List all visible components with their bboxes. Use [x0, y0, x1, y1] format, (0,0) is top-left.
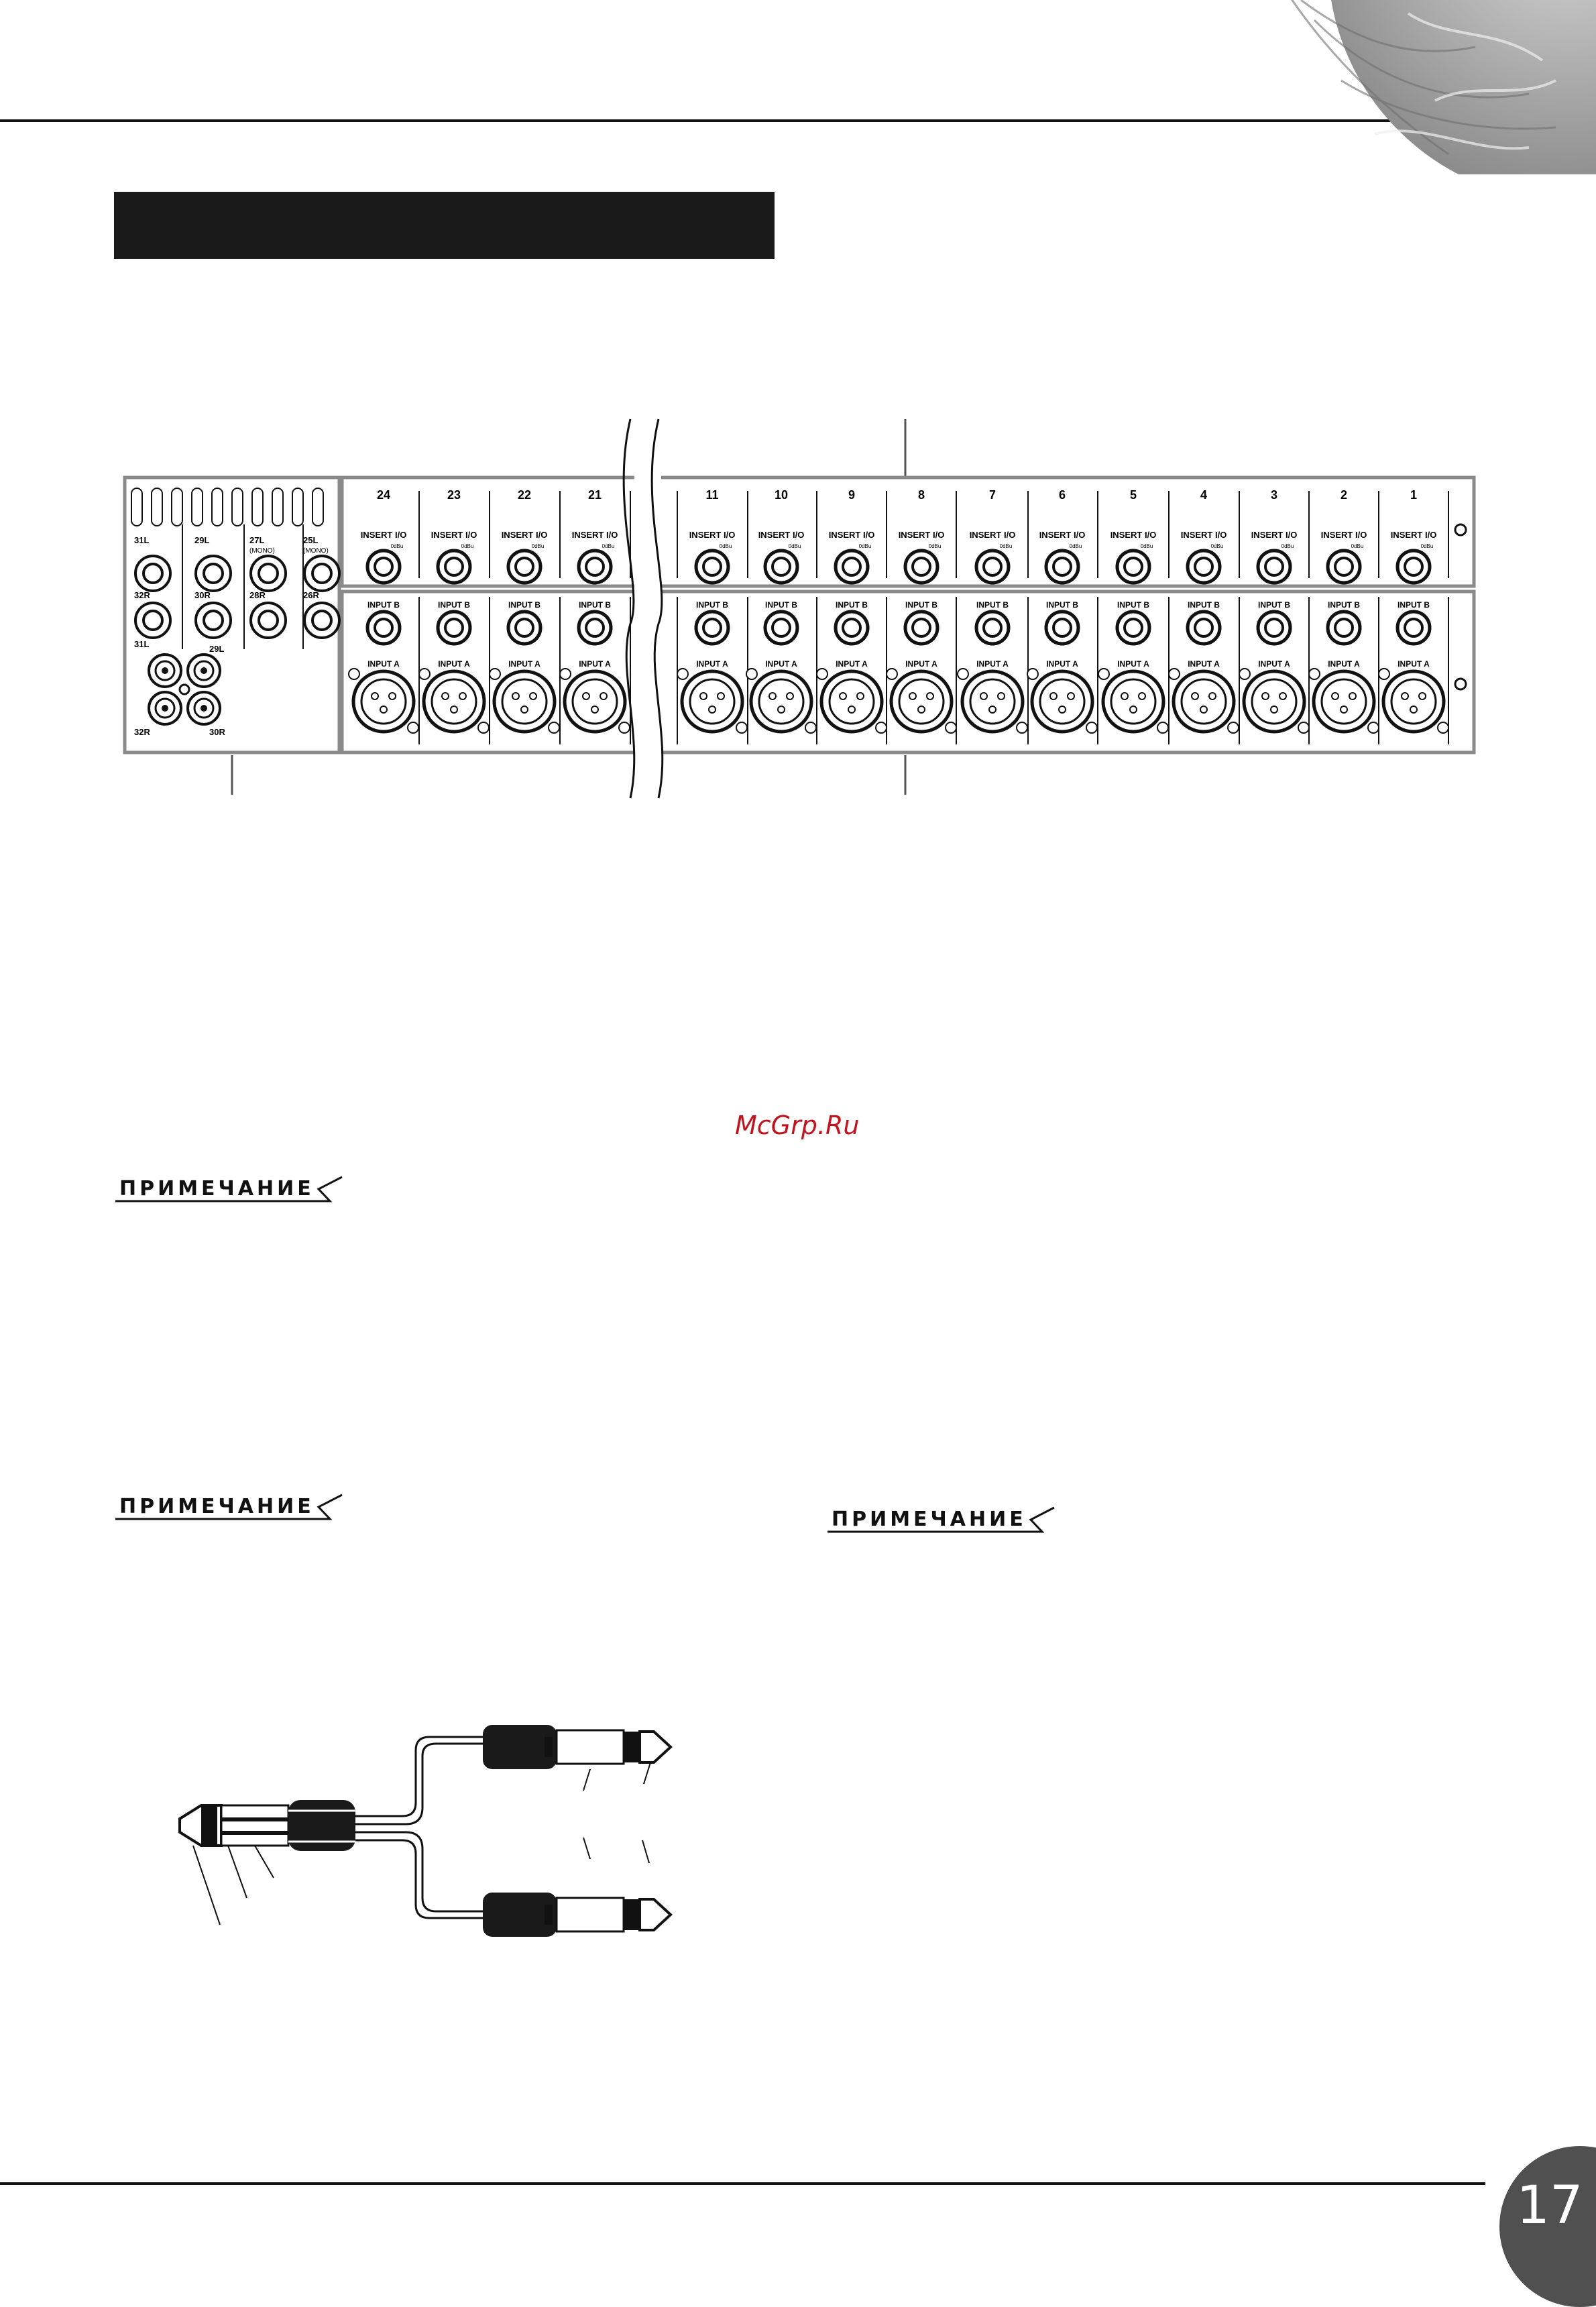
xlr-screw	[419, 669, 430, 679]
rear-panel-diagram	[0, 402, 1596, 805]
note-text: ПРИМЕЧАНИЕ	[119, 1177, 315, 1200]
stereo-input-sublabel: (MONO)	[303, 547, 329, 555]
xlr-pin	[998, 693, 1005, 699]
input-b-label: INPUT B	[367, 600, 400, 610]
insert-level: 0dBu	[1420, 543, 1434, 549]
insert-jack-inner	[1265, 558, 1283, 575]
xlr-jack-inner	[1322, 679, 1366, 724]
channel-number: 22	[517, 488, 532, 502]
input-a-label: INPUT A	[1258, 659, 1290, 669]
xlr-jack-inner	[1182, 679, 1226, 724]
input-b-label: INPUT B	[976, 600, 1009, 610]
channel-number: 11	[705, 488, 719, 502]
xlr-jack-inner	[759, 679, 803, 724]
rca-label: 31L	[134, 639, 150, 649]
insert-jack-inner	[516, 558, 533, 575]
xlr-pin	[1402, 693, 1408, 699]
input-a-label: INPUT A	[765, 659, 797, 669]
stereo-input-label: 31L	[134, 535, 150, 545]
xlr-screw	[549, 722, 559, 733]
xlr-screw	[876, 722, 887, 733]
insert-jack-inner	[445, 558, 463, 575]
vent-slot	[192, 488, 203, 526]
xlr-pin	[1410, 706, 1417, 713]
insert-jack-inner	[843, 558, 860, 575]
xlr-jack-inner	[899, 679, 944, 724]
xlr-screw	[1239, 669, 1250, 679]
xlr-jack-inner	[970, 679, 1015, 724]
xlr-screw	[887, 669, 897, 679]
xlr-screw	[746, 669, 757, 679]
input-a-label: INPUT A	[508, 659, 540, 669]
insert-jack-inner	[1053, 558, 1071, 575]
xlr-pin	[927, 693, 933, 699]
xlr-pin	[989, 706, 996, 713]
insert-level: 0dBu	[719, 543, 732, 549]
insert-label: INSERT I/O	[1320, 530, 1367, 540]
section-title-bar	[114, 192, 775, 259]
xlr-pin	[1139, 693, 1145, 699]
channel-number: 5	[1129, 488, 1137, 502]
xlr-jack-inner	[361, 679, 406, 724]
xlr-screw	[490, 669, 500, 679]
vent-slot	[292, 488, 303, 526]
rca-label: 30R	[209, 727, 225, 737]
xlr-pin	[512, 693, 519, 699]
insert-label: INSERT I/O	[689, 530, 736, 540]
xlr-screw	[1368, 722, 1379, 733]
xlr-jack-inner	[1111, 679, 1155, 724]
insert-jack-inner	[773, 558, 790, 575]
stereo-input-label: 26R	[303, 590, 319, 600]
vent-slot	[272, 488, 283, 526]
insert-label: INSERT I/O	[758, 530, 805, 540]
xlr-pin	[700, 693, 707, 699]
input-a-label: INPUT A	[976, 659, 1009, 669]
input-a-label: INPUT A	[579, 659, 611, 669]
insert-level: 0dBu	[1351, 543, 1364, 549]
panel-screw	[1455, 524, 1466, 535]
insert-level: 0dBu	[1210, 543, 1224, 549]
insert-level: 0dBu	[1281, 543, 1294, 549]
input-b-jack-inner	[773, 619, 790, 636]
insert-level: 0dBu	[788, 543, 801, 549]
insert-label: INSERT I/O	[1180, 530, 1227, 540]
vent-slot	[252, 488, 263, 526]
note-label	[114, 1494, 345, 1520]
xlr-pin	[1419, 693, 1426, 699]
xlr-pin	[1121, 693, 1128, 699]
stereo-input-sublabel: (MONO)	[249, 547, 275, 555]
xlr-screw	[560, 669, 571, 679]
input-b-jack-inner	[1405, 619, 1422, 636]
channel-number: 6	[1058, 488, 1066, 502]
stereo-jack-inner	[312, 564, 331, 583]
channel-number: 21	[587, 488, 602, 502]
input-b-label: INPUT B	[905, 600, 937, 610]
channel-number: 2	[1340, 488, 1348, 502]
xlr-jack-inner	[1252, 679, 1296, 724]
break-gap	[634, 409, 661, 798]
vent-slot	[212, 488, 223, 526]
stereo-jack-inner	[204, 564, 223, 583]
vent-slot	[131, 488, 142, 526]
channel-number: 9	[848, 488, 856, 502]
input-b-jack-inner	[913, 619, 930, 636]
xlr-jack-inner	[830, 679, 874, 724]
xlr-screw	[478, 722, 489, 733]
panel-screw	[1455, 679, 1466, 689]
input-a-label: INPUT A	[367, 659, 400, 669]
input-a-label: INPUT A	[696, 659, 728, 669]
rca-jack-pin	[162, 705, 168, 712]
channel-number: 4	[1200, 488, 1208, 502]
xlr-jack-inner	[1391, 679, 1436, 724]
insert-label: INSERT I/O	[571, 530, 618, 540]
input-b-label: INPUT B	[1258, 600, 1290, 610]
insert-jack-inner	[1195, 558, 1212, 575]
xlr-pin	[459, 693, 466, 699]
insert-level: 0dBu	[461, 543, 474, 549]
xlr-pin	[591, 706, 598, 713]
xlr-pin	[769, 693, 776, 699]
xlr-screw	[958, 669, 968, 679]
insert-jack-inner	[1405, 558, 1422, 575]
xlr-pin	[1209, 693, 1216, 699]
insert-label: INSERT I/O	[431, 530, 477, 540]
xlr-pin	[521, 706, 528, 713]
input-a-label: INPUT A	[905, 659, 937, 669]
insert-label: INSERT I/O	[1039, 530, 1086, 540]
vent-slot	[232, 488, 243, 526]
xlr-screw	[677, 669, 688, 679]
input-b-label: INPUT B	[1188, 600, 1220, 610]
xlr-screw	[805, 722, 816, 733]
xlr-pin	[389, 693, 396, 699]
top-rule	[0, 119, 1485, 122]
xlr-pin	[451, 706, 457, 713]
vent-slot	[312, 488, 323, 526]
channel-number: 7	[988, 488, 996, 502]
input-a-label: INPUT A	[1046, 659, 1078, 669]
input-a-label: INPUT A	[1398, 659, 1430, 669]
input-a-label: INPUT A	[1117, 659, 1149, 669]
input-b-jack-inner	[1335, 619, 1353, 636]
xlr-pin	[1059, 706, 1066, 713]
stereo-jack-inner	[259, 611, 278, 630]
insert-label: INSERT I/O	[898, 530, 945, 540]
stereo-input-label: 27L	[249, 535, 265, 545]
xlr-screw	[1098, 669, 1109, 679]
input-b-jack-inner	[843, 619, 860, 636]
insert-label: INSERT I/O	[1390, 530, 1437, 540]
stereo-jack-inner	[144, 564, 162, 583]
xlr-screw	[1086, 722, 1097, 733]
xlr-jack-inner	[690, 679, 734, 724]
xlr-pin	[600, 693, 607, 699]
input-b-label: INPUT B	[696, 600, 728, 610]
insert-level: 0dBu	[928, 543, 942, 549]
xlr-pin	[1050, 693, 1057, 699]
corner-decoration	[1274, 0, 1596, 174]
channel-number: 10	[774, 488, 789, 502]
input-b-jack-inner	[1265, 619, 1283, 636]
xlr-screw	[1298, 722, 1309, 733]
insert-level: 0dBu	[531, 543, 545, 549]
rca-jack-pin	[201, 705, 207, 712]
xlr-screw	[408, 722, 418, 733]
stereo-jack-inner	[204, 611, 223, 630]
insert-level: 0dBu	[602, 543, 615, 549]
input-b-label: INPUT B	[508, 600, 540, 610]
insert-jack-inner	[1125, 558, 1142, 575]
input-b-jack-inner	[1195, 619, 1212, 636]
input-b-jack-inner	[586, 619, 604, 636]
xlr-pin	[442, 693, 449, 699]
insert-level: 0dBu	[858, 543, 872, 549]
xlr-jack-inner	[432, 679, 476, 724]
input-b-jack-inner	[516, 619, 533, 636]
note-label	[114, 1176, 345, 1202]
insert-label: INSERT I/O	[969, 530, 1016, 540]
xlr-screw	[1157, 722, 1168, 733]
rca-label: 32R	[134, 727, 150, 737]
insert-level: 0dBu	[999, 543, 1013, 549]
bottom-rule	[0, 2182, 1485, 2185]
ground-screw	[180, 685, 189, 694]
stereo-jack-inner	[259, 564, 278, 583]
input-b-label: INPUT B	[836, 600, 868, 610]
rca-jack-pin	[201, 667, 207, 674]
xlr-screw	[619, 722, 630, 733]
insert-jack-inner	[984, 558, 1001, 575]
xlr-pin	[718, 693, 724, 699]
note-text: ПРИМЕЧАНИЕ	[832, 1508, 1027, 1531]
input-b-label: INPUT B	[438, 600, 470, 610]
stereo-input-label: 32R	[134, 590, 150, 600]
rca-jack-pin	[162, 667, 168, 674]
xlr-screw	[349, 669, 359, 679]
watermark: McGrp.Ru	[735, 1111, 860, 1140]
stereo-input-label: 29L	[194, 535, 210, 545]
xlr-jack-inner	[1040, 679, 1084, 724]
input-b-jack-inner	[984, 619, 1001, 636]
input-b-jack-inner	[703, 619, 721, 636]
input-b-label: INPUT B	[1117, 600, 1149, 610]
insert-label: INSERT I/O	[1110, 530, 1157, 540]
xlr-screw	[817, 669, 828, 679]
xlr-pin	[372, 693, 378, 699]
xlr-screw	[1309, 669, 1320, 679]
xlr-pin	[709, 706, 716, 713]
stereo-input-label: 25L	[303, 535, 319, 545]
insert-label: INSERT I/O	[828, 530, 875, 540]
xlr-screw	[1438, 722, 1448, 733]
insert-jack-inner	[703, 558, 721, 575]
xlr-pin	[918, 706, 925, 713]
insert-jack-inner	[375, 558, 392, 575]
stereo-input-label: 28R	[249, 590, 266, 600]
xlr-pin	[1068, 693, 1074, 699]
channel-number: 24	[376, 488, 391, 502]
note-text: ПРИМЕЧАНИЕ	[119, 1495, 315, 1518]
input-b-label: INPUT B	[765, 600, 797, 610]
input-a-label: INPUT A	[438, 659, 470, 669]
xlr-pin	[1349, 693, 1356, 699]
xlr-pin	[778, 706, 785, 713]
xlr-screw	[1228, 722, 1239, 733]
note-label	[826, 1506, 1058, 1533]
xlr-pin	[1262, 693, 1269, 699]
xlr-pin	[848, 706, 855, 713]
xlr-pin	[787, 693, 793, 699]
input-a-label: INPUT A	[1188, 659, 1220, 669]
input-b-label: INPUT B	[1398, 600, 1430, 610]
vent-slot	[172, 488, 182, 526]
input-a-label: INPUT A	[1328, 659, 1360, 669]
xlr-pin	[1332, 693, 1338, 699]
input-b-label: INPUT B	[1046, 600, 1078, 610]
insert-label: INSERT I/O	[1251, 530, 1298, 540]
xlr-jack-inner	[502, 679, 547, 724]
xlr-pin	[1200, 706, 1207, 713]
xlr-screw	[736, 722, 747, 733]
rca-label: 29L	[209, 644, 225, 654]
stereo-jack-inner	[144, 611, 162, 630]
xlr-pin	[1192, 693, 1198, 699]
xlr-screw	[1017, 722, 1027, 733]
input-b-label: INPUT B	[579, 600, 611, 610]
xlr-pin	[583, 693, 589, 699]
input-b-jack-inner	[445, 619, 463, 636]
xlr-pin	[1130, 706, 1137, 713]
input-b-jack-inner	[375, 619, 392, 636]
xlr-pin	[530, 693, 536, 699]
channel-number: 3	[1270, 488, 1278, 502]
y-cable-diagram	[0, 1717, 738, 1945]
xlr-pin	[380, 706, 387, 713]
input-a-label: INPUT A	[836, 659, 868, 669]
xlr-jack-inner	[573, 679, 617, 724]
insert-level: 0dBu	[1069, 543, 1082, 549]
channel-number: 8	[917, 488, 925, 502]
insert-level: 0dBu	[390, 543, 404, 549]
xlr-screw	[1169, 669, 1180, 679]
insert-jack-inner	[586, 558, 604, 575]
stereo-input-label: 30R	[194, 590, 211, 600]
xlr-pin	[980, 693, 987, 699]
page-number: 17	[1516, 2176, 1583, 2236]
input-b-jack-inner	[1053, 619, 1071, 636]
insert-jack-inner	[1335, 558, 1353, 575]
xlr-screw	[1379, 669, 1389, 679]
channel-number: 1	[1410, 488, 1418, 502]
xlr-pin	[857, 693, 864, 699]
insert-level: 0dBu	[1140, 543, 1153, 549]
xlr-pin	[1341, 706, 1347, 713]
xlr-screw	[946, 722, 956, 733]
xlr-pin	[840, 693, 846, 699]
xlr-pin	[1271, 706, 1277, 713]
vent-slot	[152, 488, 162, 526]
channel-number: 23	[447, 488, 461, 502]
input-b-jack-inner	[1125, 619, 1142, 636]
stereo-jack-inner	[312, 611, 331, 630]
insert-jack-inner	[913, 558, 930, 575]
xlr-screw	[1027, 669, 1038, 679]
insert-label: INSERT I/O	[501, 530, 548, 540]
input-b-label: INPUT B	[1328, 600, 1360, 610]
insert-label: INSERT I/O	[360, 530, 407, 540]
xlr-pin	[1279, 693, 1286, 699]
xlr-pin	[909, 693, 916, 699]
